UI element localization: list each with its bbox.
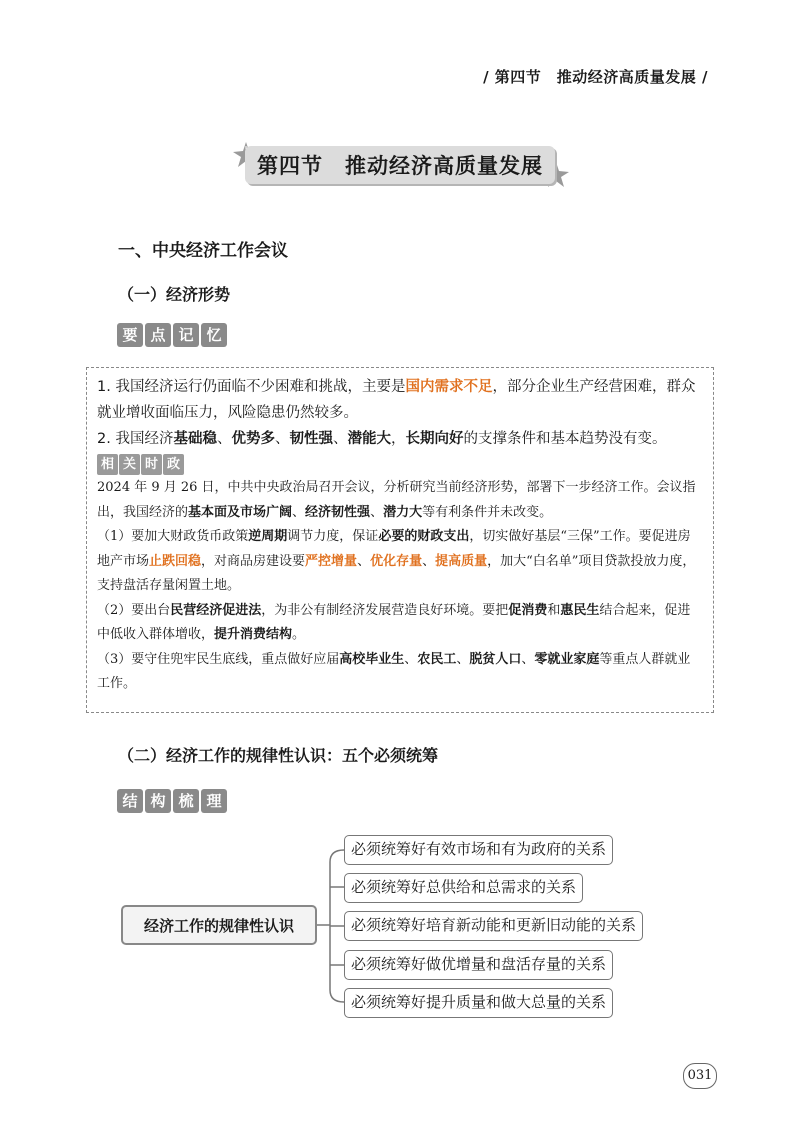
point-1: 1. 我国经济运行仍面临不少困难和挑战，主要是国内需求不足，部分企业生产经营困难，群众就业增收面临压力，风险隐患仍然较多。 xyxy=(97,379,696,421)
tag-char: 政 xyxy=(163,454,184,475)
tag-char: 忆 xyxy=(201,323,227,347)
structure-root: 经济工作的规律性认识 xyxy=(121,905,317,945)
affairs-paragraph-1: （1）要加大财政货币政策逆周期调节力度，保证必要的财政支出，切实做好基层“三保”工作。要促进房地产市场止跌回稳，对商品房建设要严控增量、优化存量、提高质量，加大“白名单”项目贷款投放力度，支持盘活存量闲置土地。 xyxy=(97,529,696,593)
tag-char: 要 xyxy=(117,323,143,347)
running-header: / 第四节 推动经济高质量发展 / xyxy=(483,68,708,86)
structure-item: 必须统筹好提升质量和做大总量的关系 xyxy=(344,988,613,1018)
heading-central-economic-conference: 一、中央经济工作会议 xyxy=(118,241,288,261)
structure-item: 必须统筹好培育新动能和更新旧动能的关系 xyxy=(344,911,643,941)
point-2: 2. 我国经济基础稳、优势多、韧性强、潜能大，长期向好的支撑条件和基本趋势没有变。 xyxy=(97,431,667,447)
tag-char: 结 xyxy=(117,789,143,813)
structure-item: 必须统筹好有效市场和有为政府的关系 xyxy=(344,835,613,865)
structure-item: 必须统筹好总供给和总需求的关系 xyxy=(344,873,583,903)
section-title: 第四节 推动经济高质量发展 xyxy=(245,146,555,184)
tag-char: 时 xyxy=(141,454,162,475)
subheading-economic-situation: （一）经济形势 xyxy=(118,285,231,304)
tag-char: 梳 xyxy=(173,789,199,813)
tag-char: 关 xyxy=(119,454,140,475)
structure-item: 必须统筹好做优增量和盘活存量的关系 xyxy=(344,950,613,980)
tag-char: 理 xyxy=(201,789,227,813)
tag-char: 点 xyxy=(145,323,171,347)
tag-char: 记 xyxy=(173,323,199,347)
tag-char: 相 xyxy=(97,454,118,475)
affairs-paragraph-3: （3）要守住兜牢民生底线，重点做好应届高校毕业生、农民工、脱贫人口、零就业家庭等重点人群就业工作。 xyxy=(97,651,691,691)
page-number: 031 xyxy=(683,1063,717,1089)
subheading-five-must-coordinate: （二）经济工作的规律性认识：五个必须统筹 xyxy=(118,746,439,765)
affairs-paragraph-2: （2）要出台民营经济促进法，为非公有制经济发展营造良好环境。要把促消费和惠民生结合起来，促进中低收入群体增收，提升消费结构。 xyxy=(97,602,691,642)
tag-char: 构 xyxy=(145,789,171,813)
affairs-paragraph-intro: 2024 年 9 月 26 日，中共中央政治局召开会议，分析研究当前经济形势，部署下一步经济工作。会议指出，我国经济的基本面及市场广阔、经济韧性强、潜力大等有利条件并未改变。 xyxy=(97,480,696,520)
